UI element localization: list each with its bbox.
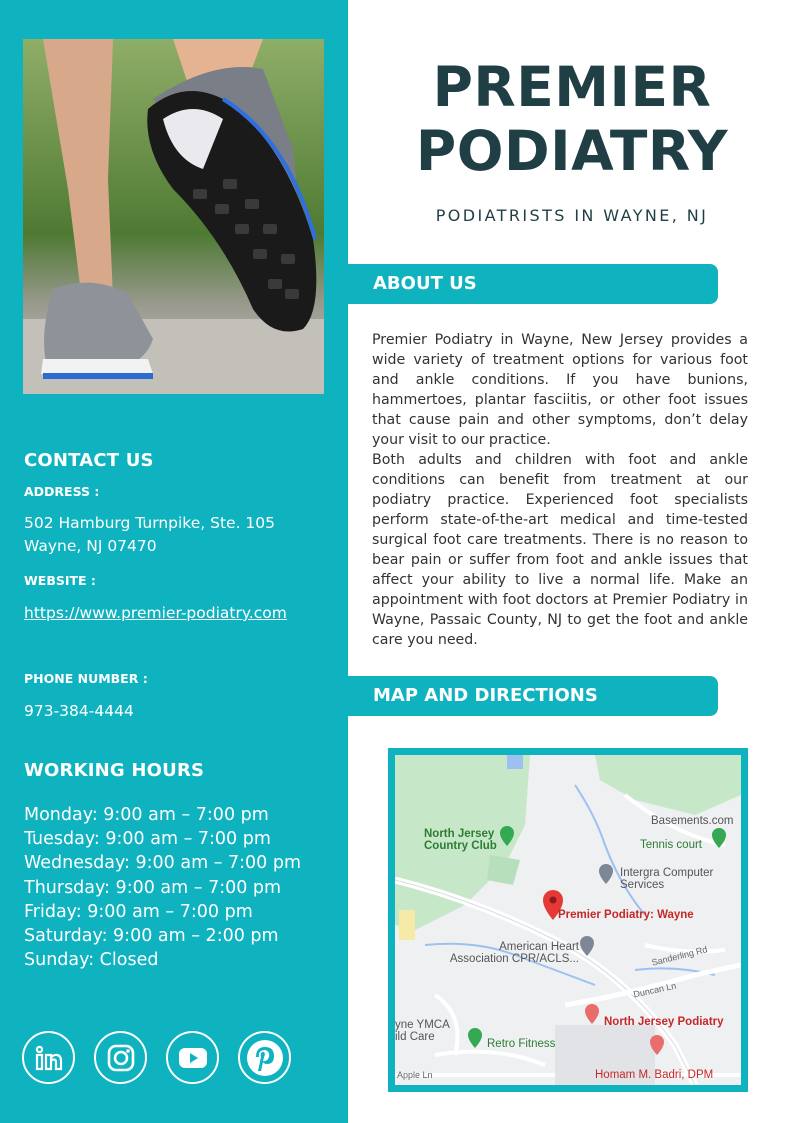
hours-saturday: Saturday: 9:00 am – 2:00 pm — [24, 926, 279, 947]
address-label: ADDRESS : — [24, 484, 100, 499]
hours-tuesday: Tuesday: 9:00 am – 7:00 pm — [24, 829, 271, 850]
pinterest-icon[interactable] — [238, 1031, 291, 1084]
hours-friday: Friday: 9:00 am – 7:00 pm — [24, 901, 253, 922]
linkedin-icon[interactable] — [22, 1031, 75, 1084]
hours-thursday: Thursday: 9:00 am – 7:00 pm — [24, 877, 282, 898]
address-line-1: 502 Hamburg Turnpike, Ste. 105 — [24, 514, 276, 532]
hours-list — [24, 803, 301, 972]
address — [24, 512, 275, 558]
about-paragraph-2: Both adults and children with foot and ankle conditions can benefit from treatment at our podiatry practice. Experienced foot specialists perform state-of-the-art medical and time-tested surgical foot care treatments. There is no reason to bear pain or suffer from foot and ankle issues that affect your ability to live a normal life. Make an appointment with foot doctors at Premier Podiatry in Wayne, Passaic County, NJ to get the foot and ankle care you need. — [372, 452, 748, 648]
map-label-tennis: Tennis court — [640, 839, 703, 851]
social-links — [22, 1031, 291, 1084]
about-text — [372, 330, 748, 650]
left-sidebar — [0, 0, 348, 1123]
map-label-basements: Basements.com — [651, 815, 734, 827]
map-label-duncan: Duncan Ln — [632, 980, 678, 1000]
map-label-heart: American Heart Association CPR/ACLS... — [449, 941, 579, 965]
address-line-2: Wayne, NJ 07470 — [24, 537, 157, 555]
website-link[interactable]: https://www.premier-podiatry.com — [24, 604, 287, 622]
map[interactable] — [395, 755, 741, 1085]
contact-heading: CONTACT US — [24, 450, 154, 471]
map-label-badri: Homam M. Badri, DPM — [595, 1069, 714, 1081]
map-label-country-club: North Jersey Country Club — [424, 828, 497, 852]
about-paragraph-1: Premier Podiatry in Wayne, New Jersey provides a wide variety of treatment options for various foot and ankle conditions. If you have bunions, hammertoes, plantar fasciitis, or other foot issues that cause pain and other symptoms, don’t delay your visit to our practice. — [372, 332, 748, 448]
phone-number[interactable]: 973-384-4444 — [24, 702, 134, 720]
hours-monday: Monday: 9:00 am – 7:00 pm — [24, 805, 269, 825]
map-label-ymca: yne YMCA ild Care — [395, 1019, 450, 1043]
map-label-intergra: Intergra Computer Services — [620, 867, 714, 891]
page-title-line-2: PODIATRY — [415, 119, 729, 183]
map-label-retro: Retro Fitness — [487, 1038, 556, 1050]
about-us-banner: ABOUT US — [348, 264, 718, 304]
youtube-icon[interactable] — [166, 1031, 219, 1084]
map-label-sanderling: Sanderling Rd — [650, 944, 709, 968]
map-label-premier: Premier Podiatry: Wayne — [558, 909, 694, 921]
map-label-nj-podiatry: North Jersey Podiatry — [604, 1016, 724, 1028]
hours-sunday: Sunday: Closed — [24, 950, 159, 971]
phone-label: PHONE NUMBER : — [24, 671, 148, 686]
instagram-icon[interactable] — [94, 1031, 147, 1084]
hours-wednesday: Wednesday: 9:00 am – 7:00 pm — [24, 853, 302, 874]
hero-photo-running-shoe — [23, 39, 324, 394]
map-label-apple: Apple Ln — [397, 1070, 433, 1080]
page-subtitle: PODIATRISTS IN WAYNE, NJ — [435, 206, 709, 225]
page-title-line-1: PREMIER — [432, 55, 712, 119]
map-frame — [388, 748, 748, 1092]
working-hours-heading: WORKING HOURS — [24, 760, 205, 781]
map-banner: MAP AND DIRECTIONS — [348, 676, 718, 716]
website-label: WEBSITE : — [24, 573, 96, 588]
